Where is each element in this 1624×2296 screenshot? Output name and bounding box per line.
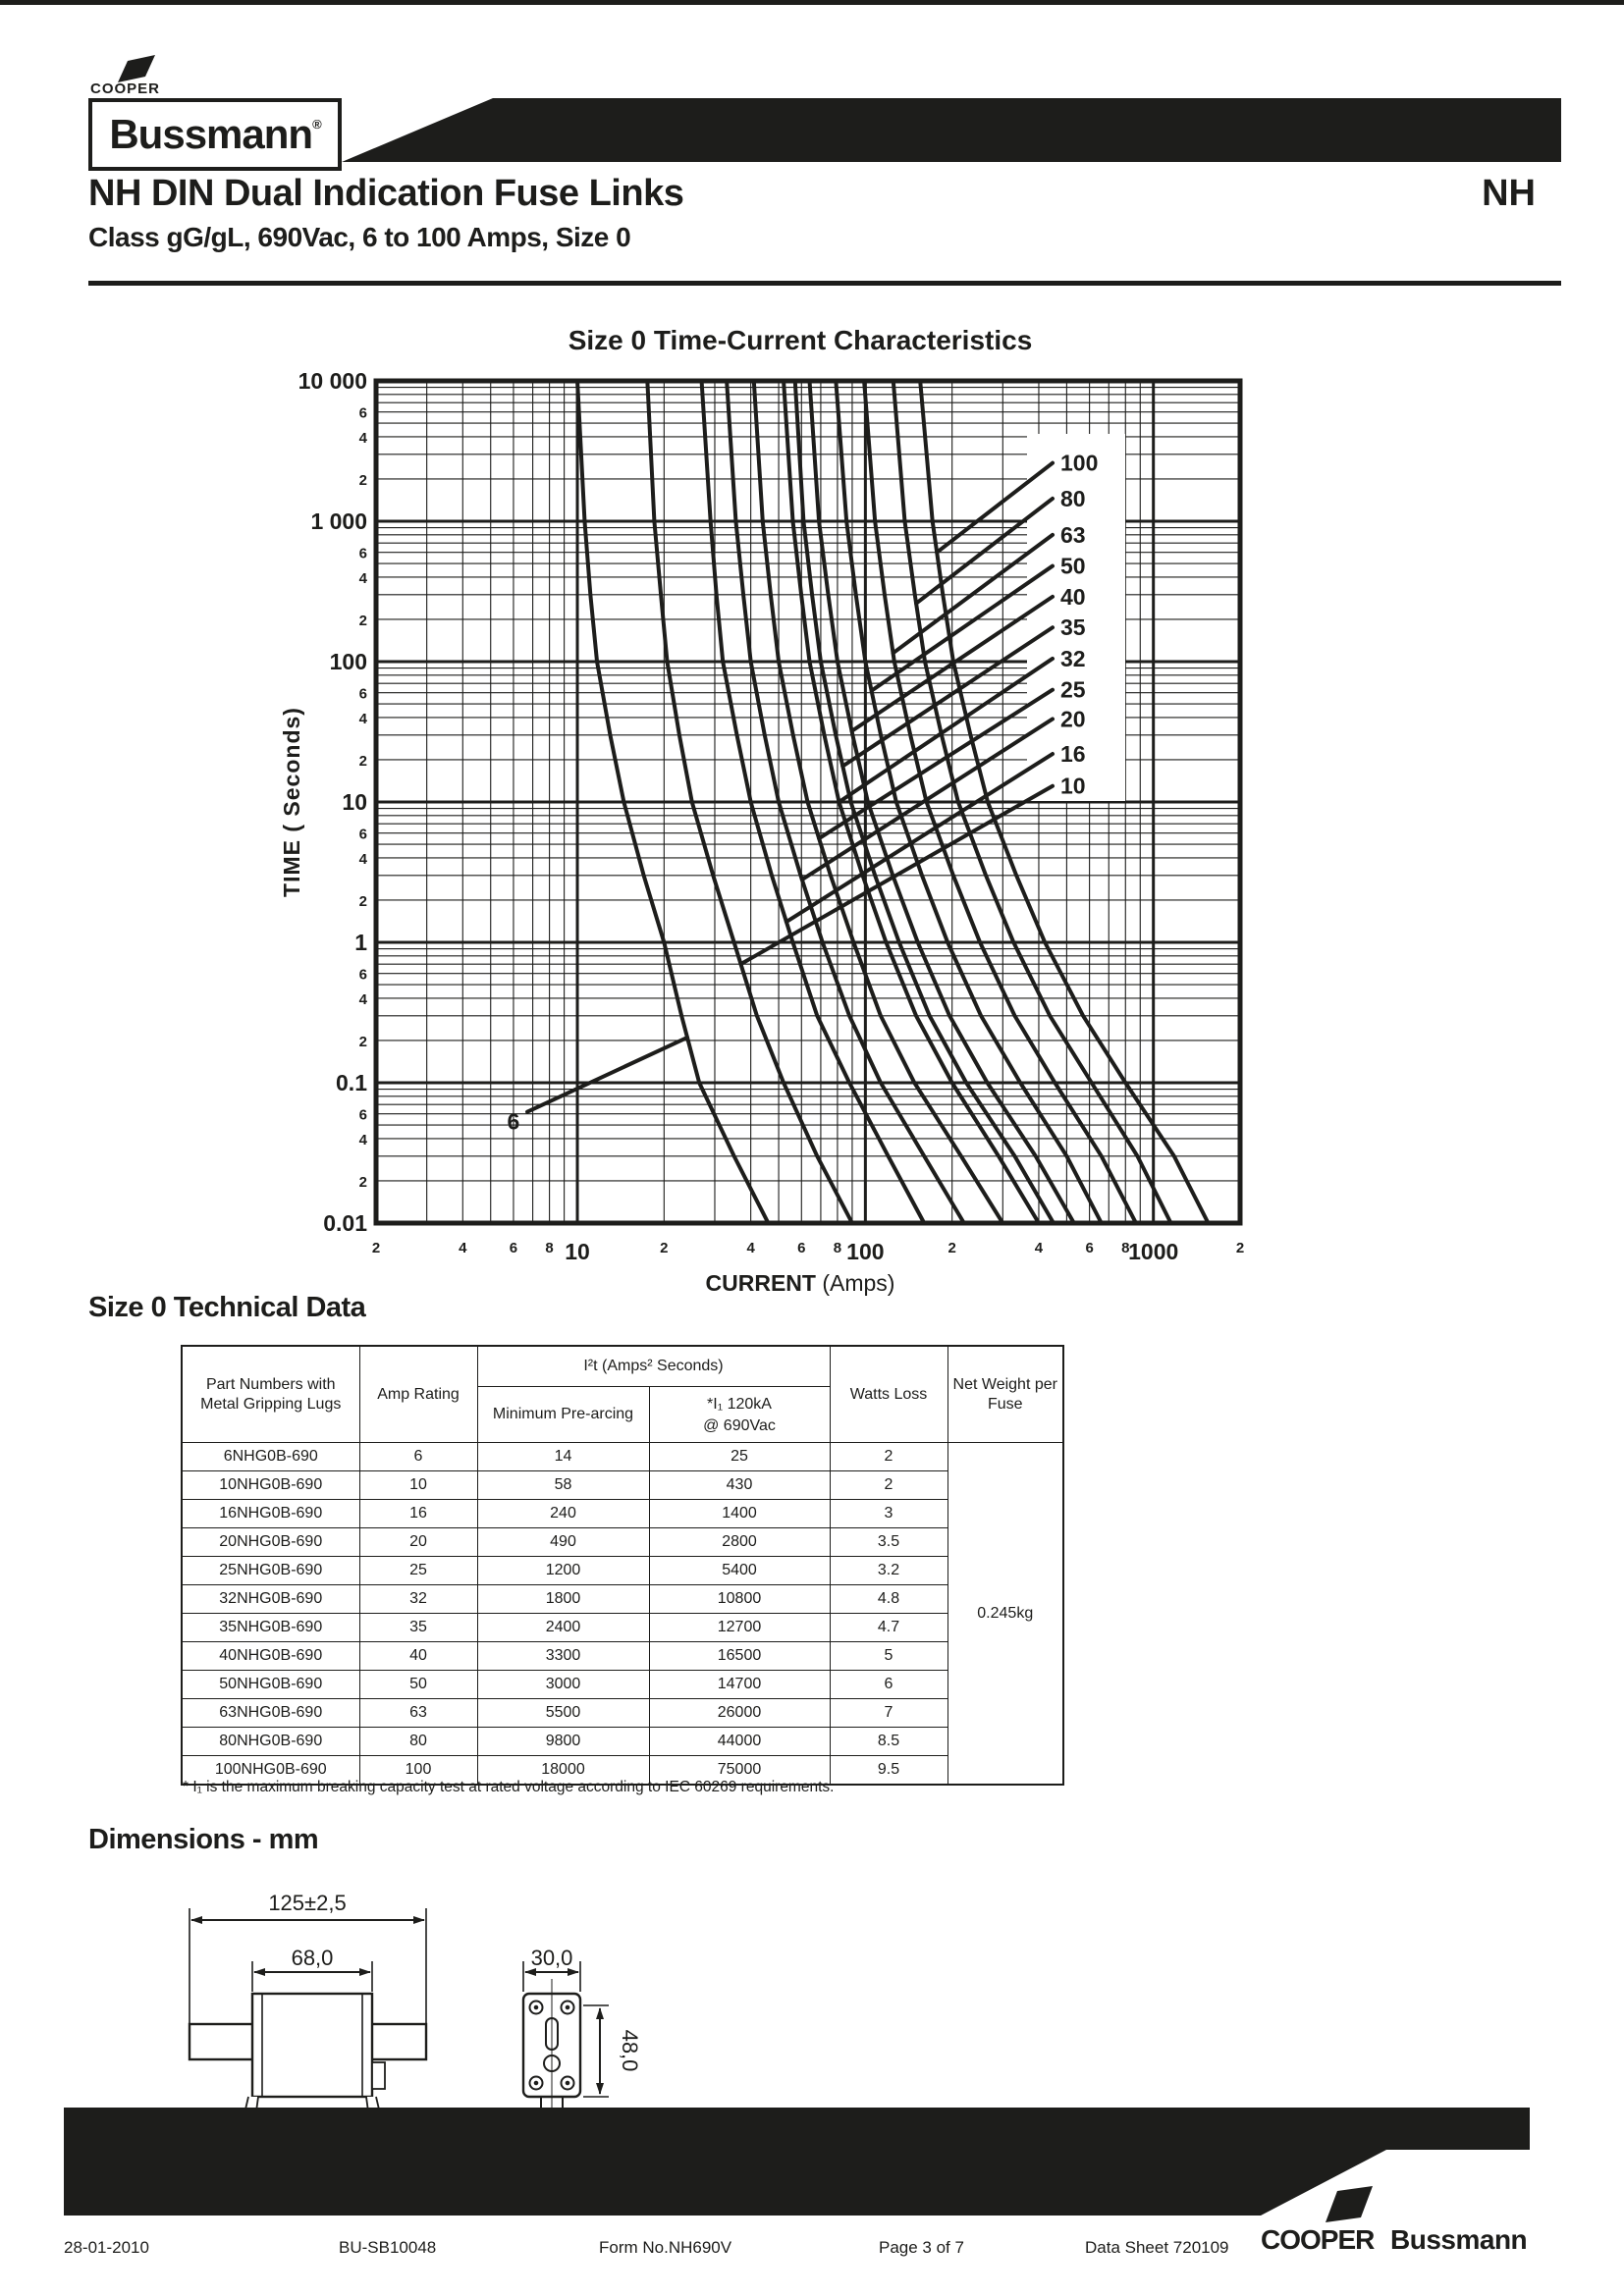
table-cell: 10 [359,1471,477,1500]
curve-label-10: 10 [1060,773,1086,799]
table-row [182,1728,1063,1756]
tick-label: 2 [371,1240,381,1256]
table-cell: 6 [830,1671,947,1699]
table-cell: 4.8 [830,1585,947,1614]
technical-data-heading: Size 0 Technical Data [88,1292,366,1323]
time-current-chart [236,309,1326,1306]
table-cell: 3 [830,1500,947,1528]
table-cell: 26000 [649,1699,830,1728]
chart-title: Size 0 Time-Current Characteristics [568,325,1033,355]
table-cell: 2 [830,1471,947,1500]
top-rule [0,0,1624,5]
table-body [182,1443,1063,1786]
footer-band [59,2101,1561,2223]
bussmann-wordmark: Bussmann® [109,111,321,157]
table-row [182,1528,1063,1557]
title-rule [88,281,1561,286]
table-cell: 100 [359,1756,477,1786]
table-cell: 100NHG0B-690 [182,1756,359,1786]
table-cell: 2400 [477,1614,649,1642]
table-cell: 40NHG0B-690 [182,1642,359,1671]
tick-label: 8 [833,1240,842,1256]
tick-label: 10 000 [298,368,367,394]
table-cell: 58 [477,1471,649,1500]
tick-label: 10 [342,789,367,815]
table-header [182,1346,1063,1443]
table-row [182,1471,1063,1500]
table-cell: 9.5 [830,1756,947,1786]
table-cell: 430 [649,1471,830,1500]
tick-label: 2 [358,752,367,770]
header-band [342,98,1561,162]
curve-label-35: 35 [1060,614,1086,641]
table-cell: 25 [649,1443,830,1471]
tick-label: 100 [846,1239,885,1264]
table-cell: 32NHG0B-690 [182,1585,359,1614]
tick-label: 6 [509,1240,518,1256]
table-cell: 35NHG0B-690 [182,1614,359,1642]
table-cell: 4.7 [830,1614,947,1642]
tick-label: 2 [947,1240,956,1256]
cooper-wordmark: COOPER [90,80,161,97]
table-cell: 6NHG0B-690 [182,1443,359,1471]
tick-label: 6 [358,966,367,984]
col-header-i1-line2: @ 690Vac [649,1415,830,1443]
table-cell: 2 [830,1443,947,1471]
footer-doc-number: BU-SB10048 [339,2238,437,2257]
tick-label: 2 [358,612,367,629]
tick-label: 2 [660,1240,669,1256]
footer-datasheet-number: Data Sheet 720109 [1085,2238,1229,2257]
table-row [182,1557,1063,1585]
dim-body-width: 68,0 [291,1946,334,1970]
tick-label: 6 [358,1106,367,1124]
table-cell: 3.5 [830,1528,947,1557]
table-cell: 5500 [477,1699,649,1728]
col-header-part-numbers: Part Numbers with Metal Gripping Lugs [182,1346,359,1443]
tick-label: 4 [358,1131,367,1148]
tick-label: 4 [358,429,367,447]
table-cell: 25NHG0B-690 [182,1557,359,1585]
table-cell: 32 [359,1585,477,1614]
tick-label: 2 [358,892,367,910]
table-cell: 16 [359,1500,477,1528]
footer-bussmann-wordmark: Bussmann [1390,2224,1528,2255]
table-cell: 12700 [649,1614,830,1642]
tick-label: 6 [358,685,367,703]
page-title-category: NH [1482,173,1536,214]
table-cell: 50NHG0B-690 [182,1671,359,1699]
curve-label-32: 32 [1060,645,1086,671]
col-header-amp-rating: Amp Rating [359,1346,477,1443]
page-subtitle: Class gG/gL, 690Vac, 6 to 100 Amps, Size 0 [88,222,631,252]
tick-label: 6 [358,826,367,843]
tick-label: 6 [358,545,367,562]
dim-depth: 30,0 [530,1946,573,1970]
tick-label: 2 [358,1033,367,1050]
tick-label: 4 [358,990,367,1008]
tick-label: 6 [797,1240,806,1256]
bussmann-logo-box [88,98,342,171]
dim-height: 48,0 [618,2029,642,2072]
tick-label: 0.01 [323,1210,367,1236]
table-cell: 16NHG0B-690 [182,1500,359,1528]
table-cell: 16500 [649,1642,830,1671]
table-cell: 40 [359,1642,477,1671]
curve-label-100: 100 [1060,450,1099,476]
table-cell: 6 [359,1443,477,1471]
tick-label: 1 [354,930,367,955]
table-cell: 80NHG0B-690 [182,1728,359,1756]
curve-label-80: 80 [1060,485,1086,511]
table-cell: 5400 [649,1557,830,1585]
table-cell: 490 [477,1528,649,1557]
table-cell: 20NHG0B-690 [182,1528,359,1557]
curve-label-20: 20 [1060,706,1086,732]
footer-date: 28-01-2010 [64,2238,149,2257]
table-cell: 35 [359,1614,477,1642]
table-row [182,1500,1063,1528]
footer-page-number: Page 3 of 7 [879,2238,964,2257]
table-cell: 75000 [649,1756,830,1786]
curve-label-16: 16 [1060,741,1086,768]
col-header-min-prearcing: Minimum Pre-arcing [477,1387,649,1443]
tick-label: 8 [545,1240,554,1256]
footer-cooper-flag-icon [1326,2186,1373,2222]
tick-label: 1000 [1128,1239,1179,1264]
table-row [182,1671,1063,1699]
curve-label-63: 63 [1060,521,1086,548]
table-row [182,1614,1063,1642]
tick-label: 100 [329,649,367,674]
tick-label: 4 [459,1240,467,1256]
table-cell: 1400 [649,1500,830,1528]
table-cell: 1200 [477,1557,649,1585]
table-cell: 7 [830,1699,947,1728]
tick-label: 0.1 [336,1070,367,1095]
table-cell: 3300 [477,1642,649,1671]
tick-label: 8 [1121,1240,1130,1256]
table-cell: 1800 [477,1585,649,1614]
technical-data-table [181,1345,1064,1786]
curve-label-6: 6 [507,1108,520,1135]
table-row [182,1642,1063,1671]
tick-label: 6 [1085,1240,1094,1256]
table-cell: 240 [477,1500,649,1528]
table-cell: 10NHG0B-690 [182,1471,359,1500]
tick-label: 2 [358,1173,367,1191]
tick-label: 2 [358,471,367,489]
curve-label-40: 40 [1060,583,1086,610]
footer-cooper-wordmark: COOPER [1261,2224,1375,2255]
table-cell: 18000 [477,1756,649,1786]
tick-label: 4 [358,850,367,868]
x-axis-title: CURRENT (Amps) [705,1270,895,1296]
table-cell: 2800 [649,1528,830,1557]
col-header-net-weight: Net Weight per Fuse [947,1346,1063,1443]
tick-label: 4 [1034,1240,1044,1256]
table-footnote: * I₁ is the maximum breaking capacity test at rated voltage according to IEC 60269 requirements. [183,1779,835,1795]
tick-label: 10 [565,1239,590,1264]
page-title: NH DIN Dual Indication Fuse Links [88,173,684,214]
y-axis-title: TIME ( Seconds) [279,707,304,897]
tick-label: 1 000 [310,508,367,534]
curve-label-25: 25 [1060,676,1086,703]
net-weight-cell: 0.245kg [947,1443,1063,1786]
tick-label: 4 [358,569,367,587]
table-row [182,1443,1063,1471]
table-cell: 63 [359,1699,477,1728]
dim-overall-width: 125±2,5 [268,1891,347,1915]
table-cell: 3000 [477,1671,649,1699]
tick-label: 2 [1235,1240,1245,1256]
table-cell: 44000 [649,1728,830,1756]
col-header-i2t-group: I²t (Amps² Seconds) [477,1346,830,1387]
table-cell: 63NHG0B-690 [182,1699,359,1728]
table-cell: 50 [359,1671,477,1699]
col-header-watts-loss: Watts Loss [830,1346,947,1443]
tick-label: 4 [746,1240,755,1256]
table-row [182,1585,1063,1614]
curve-label-50: 50 [1060,553,1086,579]
table-row [182,1699,1063,1728]
table-cell: 3.2 [830,1557,947,1585]
col-header-i1-line1: *I₁ 120kA [649,1387,830,1416]
tick-label: 4 [358,710,367,727]
table-cell: 20 [359,1528,477,1557]
table-cell: 14700 [649,1671,830,1699]
table-cell: 10800 [649,1585,830,1614]
dimensions-heading: Dimensions - mm [88,1824,319,1855]
table-cell: 9800 [477,1728,649,1756]
table-cell: 5 [830,1642,947,1671]
table-cell: 8.5 [830,1728,947,1756]
registered-mark: ® [312,117,321,132]
table-cell: 25 [359,1557,477,1585]
table-cell: 14 [477,1443,649,1471]
tick-label: 6 [358,404,367,422]
table-cell: 80 [359,1728,477,1756]
footer-form-number: Form No.NH690V [599,2238,732,2257]
